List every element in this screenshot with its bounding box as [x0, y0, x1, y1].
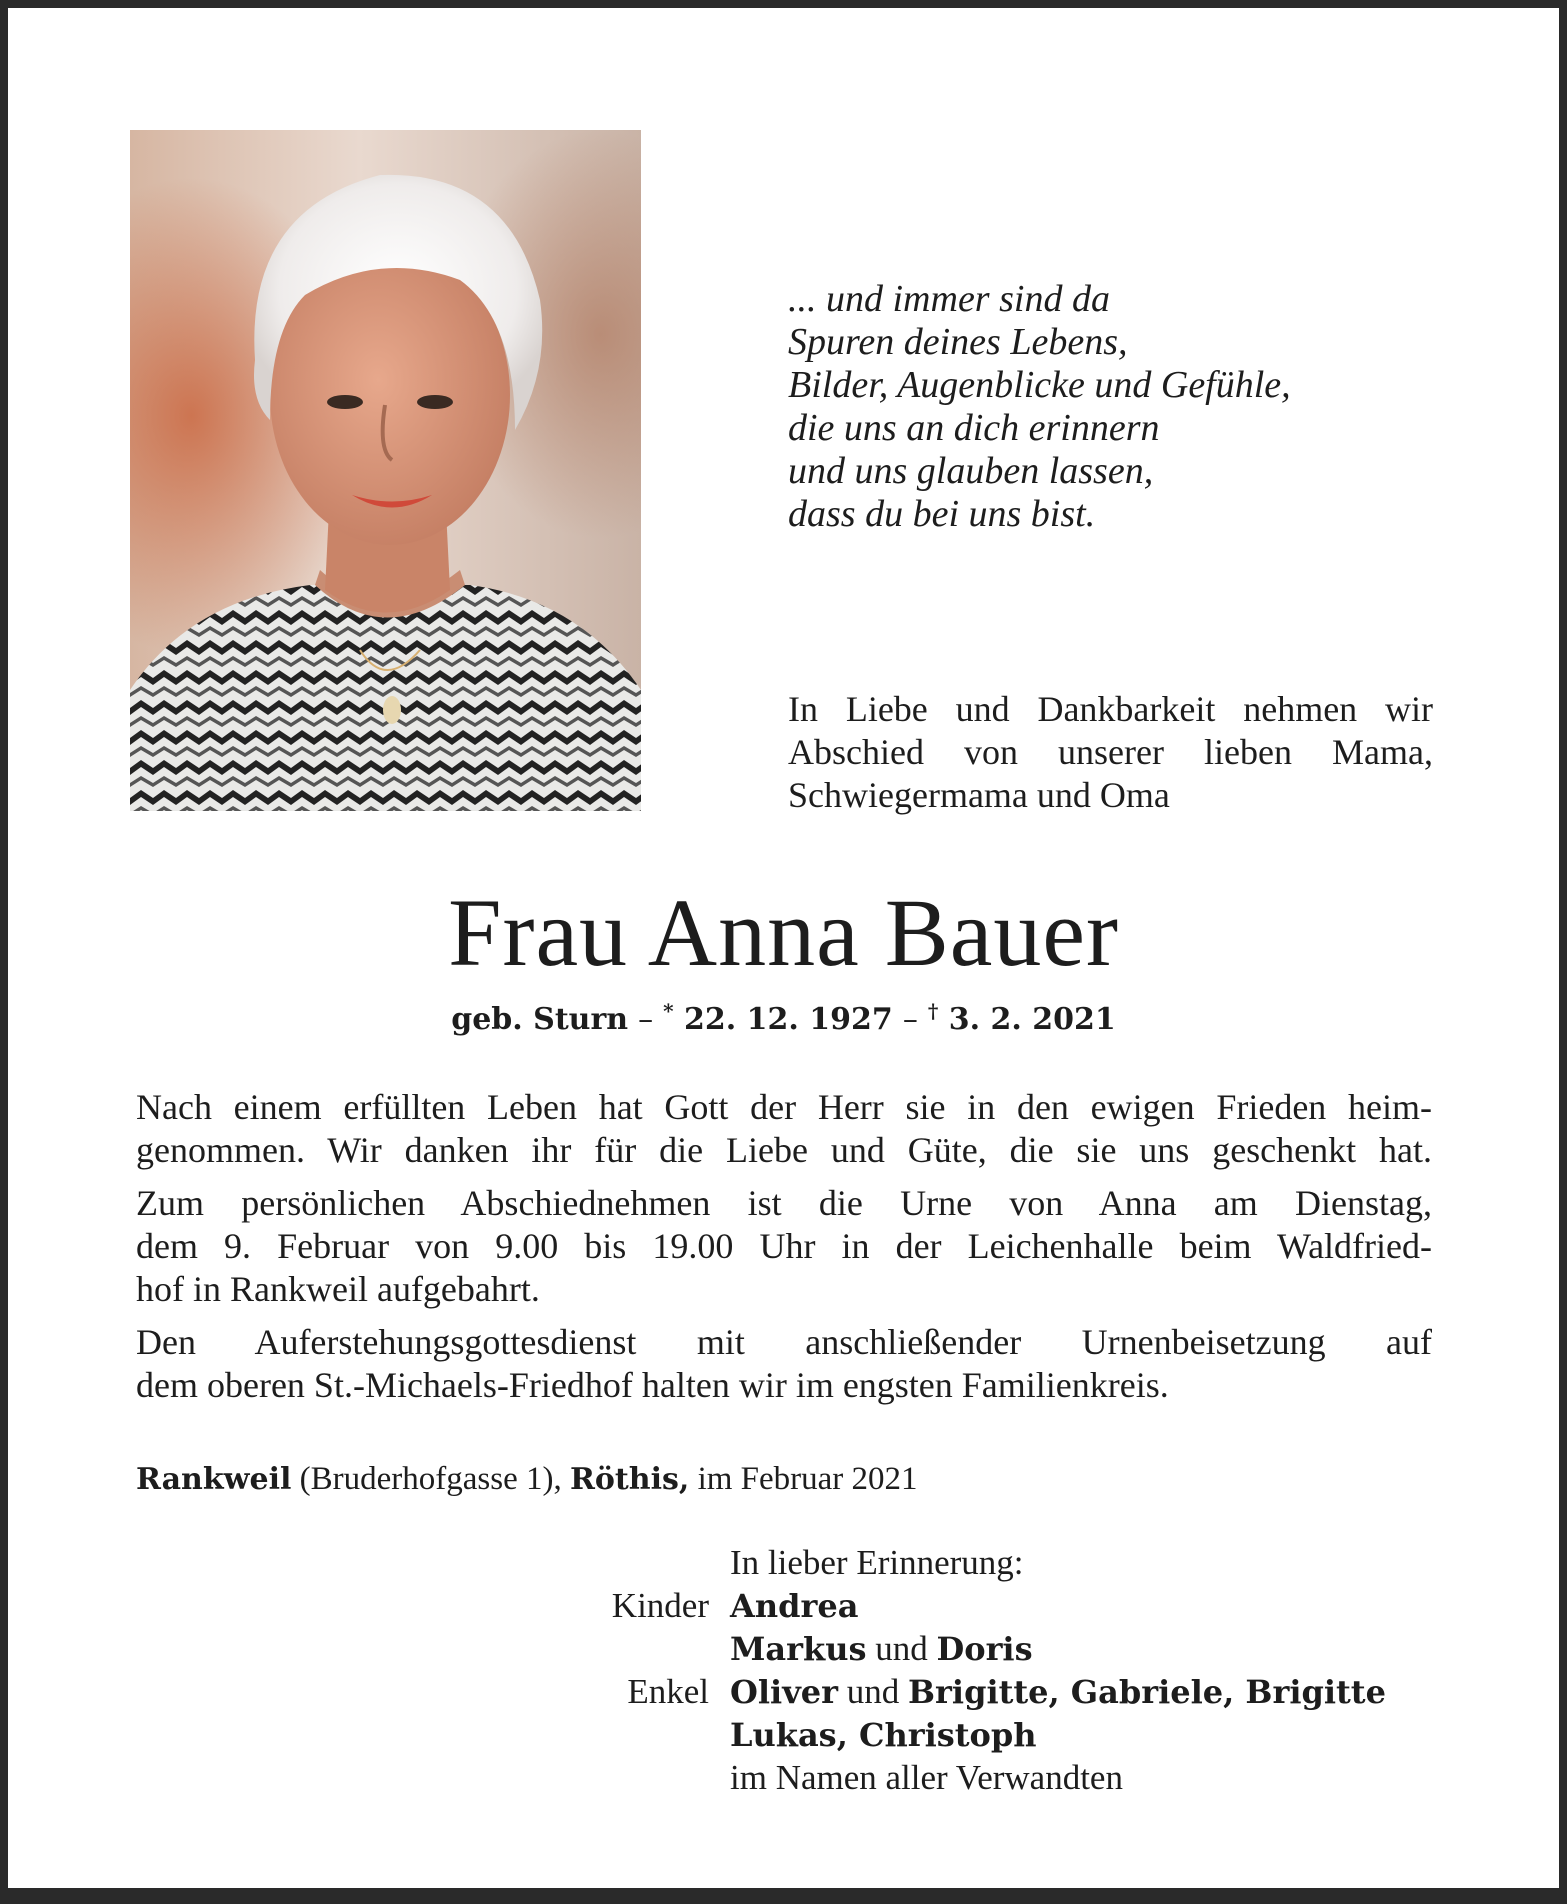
grandchild-name: Oliver — [730, 1673, 838, 1711]
paragraph — [136, 1086, 1432, 1172]
poem-line: dass du bei uns bist. — [788, 493, 1096, 535]
body-line: Den Auferstehungsgottesdienst mit anschließender Urnenbeisetzung auf — [136, 1322, 1432, 1362]
poem — [788, 278, 1291, 536]
deceased-name: Frau Anna Bauer — [448, 879, 1119, 986]
death-date: 3. 2. 2021 — [948, 1002, 1116, 1037]
maiden-name: geb. Sturn — [451, 1002, 629, 1037]
body-line: hof in Rankweil aufgebahrt. — [136, 1269, 540, 1309]
town-rankweil: Rankweil — [136, 1462, 292, 1497]
child-name: Andrea — [730, 1587, 859, 1625]
town-roethis: Röthis, — [569, 1462, 690, 1497]
body-line: Zum persönlichen Abschiednehmen ist die Urne von Anna am Dienstag, — [136, 1183, 1432, 1223]
conjunction: und — [846, 1672, 900, 1711]
birth-date: 22. 12. 1927 — [684, 1002, 893, 1037]
poem-line: ... und immer sind da — [788, 278, 1110, 320]
date-line: im Februar 2021 — [697, 1461, 918, 1497]
remember-heading: In lieber Erinnerung: — [730, 1543, 1024, 1582]
grandchild-names: Brigitte, Gabriele, Brigitte — [908, 1673, 1386, 1711]
mourners-list — [8, 1541, 1559, 1799]
intro-text — [788, 688, 1433, 817]
obituary-page — [8, 8, 1559, 1888]
place-and-date — [136, 1458, 918, 1501]
intro-line: Abschied von unserer lieben Mama, — [788, 732, 1433, 772]
child-partner-name: Doris — [936, 1630, 1033, 1668]
conjunction: und — [875, 1629, 928, 1668]
life-dates — [8, 991, 1559, 1040]
paragraph — [136, 1182, 1432, 1311]
grandchildren-label: Enkel — [627, 1672, 709, 1711]
address: (Bruderhofgasse 1), — [299, 1461, 562, 1497]
body-line: dem 9. Februar von 9.00 bis 19.00 Uhr in der Leichenhalle beim Waldfried- — [136, 1226, 1432, 1266]
intro-line: Schwiegermama und Oma — [788, 775, 1170, 815]
death-symbol: † — [927, 999, 939, 1023]
dash: – — [638, 1002, 654, 1037]
birth-symbol: * — [663, 999, 674, 1023]
poem-line: Spuren deines Lebens, — [788, 321, 1128, 363]
relatives-footer: im Namen aller Verwandten — [730, 1758, 1123, 1797]
body-line: genommen. Wir danken ihr für die Liebe und Güte, die sie uns geschenkt hat. — [136, 1130, 1432, 1170]
poem-line: und uns glauben lassen, — [788, 450, 1154, 492]
body-line: dem oberen St.-Michaels-Friedhof halten wir im engsten Familienkreis. — [136, 1365, 1169, 1405]
dash: – — [902, 1002, 918, 1037]
body-line: Nach einem erfüllten Leben hat Gott der Herr sie in den ewigen Frieden heim- — [136, 1087, 1432, 1127]
paragraph — [136, 1321, 1432, 1407]
portrait-photo — [130, 130, 641, 811]
portrait-image — [130, 130, 641, 811]
poem-line: die uns an dich erinnern — [788, 407, 1160, 449]
children-label: Kinder — [611, 1586, 709, 1625]
grandchild-names: Lukas, Christoph — [730, 1716, 1037, 1754]
child-name: Markus — [730, 1630, 867, 1668]
intro-line: In Liebe und Dankbarkeit nehmen wir — [788, 689, 1433, 729]
poem-line: Bilder, Augenblicke und Gefühle, — [788, 364, 1291, 406]
obituary-body — [136, 1086, 1432, 1417]
